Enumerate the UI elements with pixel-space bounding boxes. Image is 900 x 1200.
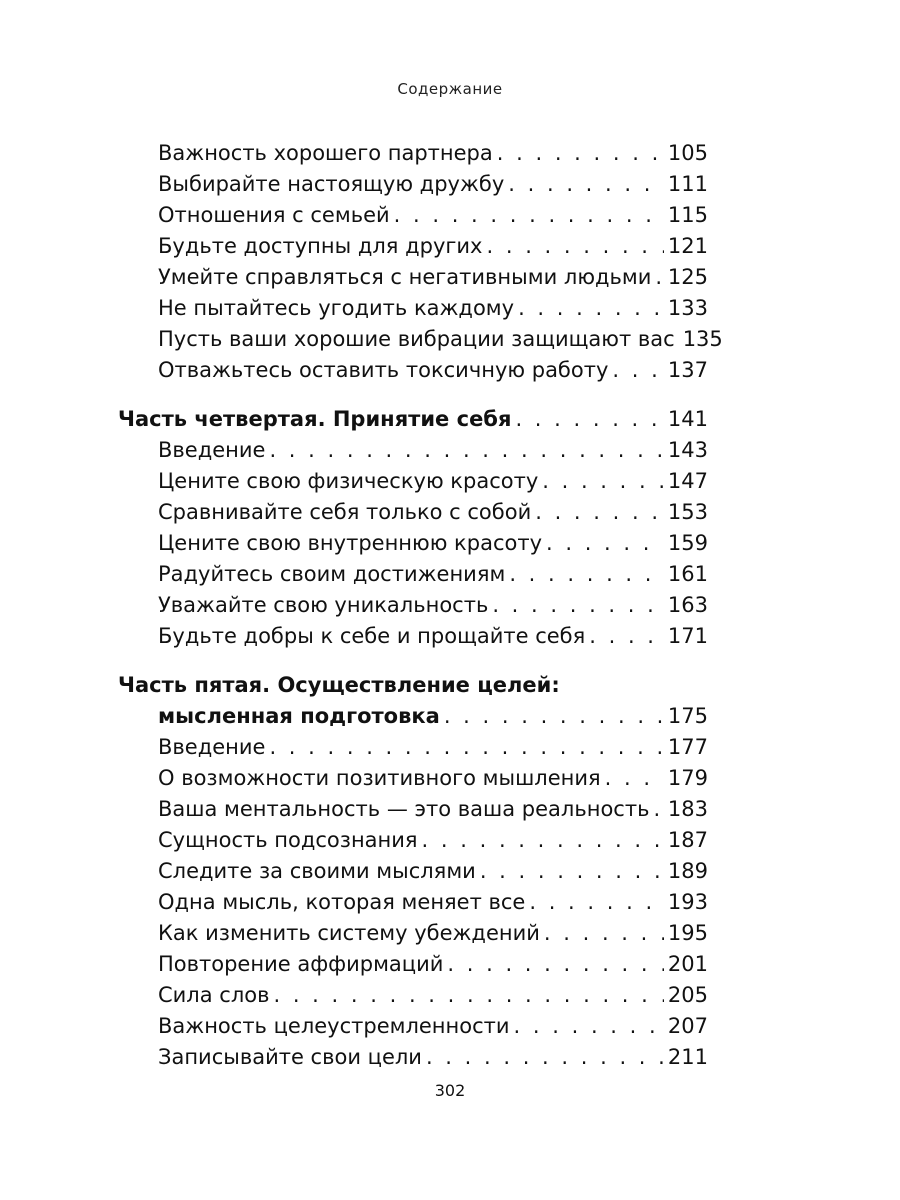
toc-entry-page: 177 [667,735,708,759]
toc-part-page: 175 [667,704,708,728]
section-gap [118,652,708,670]
leader-dots [655,262,664,293]
leader-dots [535,497,664,528]
toc-entry-page: 105 [667,141,708,165]
toc-entry-title: Будьте добры к себе и прощайте себя [158,624,586,648]
toc-entry-title: Отважьтесь оставить токсичную работу [158,358,609,382]
toc-entry-title: Отношения с семьей [158,203,390,227]
toc-entry-page: 153 [667,500,708,524]
toc-entry-title: Введение [158,438,266,462]
toc-entry-title: Как изменить систему убеждений [158,921,540,945]
toc-entry-title: Следите за своими мыслями [158,859,476,883]
toc-entry-title: Одна мысль, которая меняет все [158,890,526,914]
toc-entry[interactable] [118,1042,708,1073]
toc-entry[interactable] [118,138,708,169]
toc-entry-title: Введение [158,735,266,759]
toc-entry-title: Повторение аффирмаций [158,952,444,976]
toc-entry[interactable] [118,466,708,497]
toc-entry[interactable] [118,262,708,293]
leader-dots [444,701,664,732]
toc-entry-title: Цените свою внутреннюю красоту [158,531,542,555]
running-head: Содержание [397,80,503,98]
toc-entry-title: Будьте доступны для других [158,234,483,258]
toc-part-title: Часть пятая. Осуществление целей: [118,673,560,697]
toc-entry-page: 195 [667,921,708,945]
toc-entry[interactable] [118,497,708,528]
toc-entry-page: 133 [667,296,708,320]
toc-entry[interactable] [118,355,708,386]
toc-part-page: 141 [667,407,708,431]
toc-entry-page: 183 [667,797,708,821]
toc-entry-page: 171 [667,624,708,648]
toc-part-heading-cont[interactable] [118,701,708,732]
leader-dots [518,293,664,324]
leader-dots [480,856,664,887]
toc-entry[interactable] [118,559,708,590]
leader-dots [542,466,664,497]
table-of-contents [118,138,723,1073]
toc-entry-title: Записывайте свои цели [158,1045,422,1069]
page-number: 302 [434,1081,466,1100]
toc-entry[interactable] [118,169,708,200]
toc-part-title-cont: мысленная подготовка [158,704,440,728]
toc-entry-title: Пусть ваши хорошие вибрации защищают вас [158,327,675,351]
toc-entry[interactable] [118,732,708,763]
toc-entry[interactable] [118,324,723,355]
toc-entry[interactable] [118,887,708,918]
leader-dots [508,169,664,200]
leader-dots [589,621,664,652]
toc-entry-title: Важность хорошего партнера [158,141,493,165]
toc-entry-page: 161 [667,562,708,586]
toc-entry-page: 201 [667,952,708,976]
toc-entry-page: 179 [667,766,708,790]
toc-entry-page: 205 [667,983,708,1007]
toc-entry-title: О возможности позитивного мышления [158,766,601,790]
leader-dots [497,138,664,169]
leader-dots [487,231,664,262]
toc-entry-title: Радуйтесь своим достижениям [158,562,506,586]
toc-entry-page: 163 [667,593,708,617]
leader-dots [544,918,664,949]
toc-entry-title: Умейте справляться с негативными людьми [158,265,652,289]
leader-dots [653,794,663,825]
toc-entry-title: Важность целеустремленности [158,1014,510,1038]
toc-entry-title: Цените свою физическую красоту [158,469,539,493]
toc-entry[interactable] [118,200,708,231]
toc-entry-page: 125 [667,265,708,289]
toc-entry-title: Сила слов [158,983,270,1007]
toc-entry[interactable] [118,949,708,980]
leader-dots [509,559,664,590]
leader-dots [546,528,664,559]
leader-dots [605,763,664,794]
toc-entry[interactable] [118,980,708,1011]
toc-part-title: Часть четвертая. Принятие себя [118,407,512,431]
toc-entry[interactable] [118,1011,708,1042]
toc-entry[interactable] [118,856,708,887]
toc-entry-title: Сравнивайте себя только с собой [158,500,532,524]
toc-entry[interactable] [118,435,708,466]
toc-entry[interactable] [118,528,708,559]
toc-entry-title: Ваша ментальность — это ваша реальность [158,797,650,821]
toc-entry-title: Не пытайтесь угодить каждому [158,296,515,320]
toc-entry-title: Уважайте свою уникальность [158,593,489,617]
leader-dots [492,590,664,621]
section-gap [118,386,708,404]
leader-dots [529,887,664,918]
toc-entry[interactable] [118,763,708,794]
toc-entry-title: Выбирайте настоящую дружбу [158,172,505,196]
toc-entry-page: 111 [667,172,708,196]
toc-entry[interactable] [118,231,708,262]
leader-dots [447,949,664,980]
leader-dots [426,1042,664,1073]
toc-entry-page: 115 [667,203,708,227]
leader-dots [269,732,663,763]
leader-dots [269,435,663,466]
toc-entry[interactable] [118,794,708,825]
leader-dots [422,825,664,856]
toc-part-heading[interactable] [118,404,708,435]
toc-entry[interactable] [118,918,708,949]
toc-entry-page: 189 [667,859,708,883]
toc-entry-page: 121 [667,234,708,258]
leader-dots [514,1011,664,1042]
toc-entry-page: 211 [667,1045,708,1069]
toc-entry-title: Сущность подсознания [158,828,418,852]
leader-dots [612,355,664,386]
toc-entry-page: 147 [667,469,708,493]
toc-entry-page: 159 [667,531,708,555]
toc-entry-page: 187 [667,828,708,852]
toc-entry[interactable] [118,825,708,856]
toc-entry-page: 143 [667,438,708,462]
toc-entry[interactable] [118,293,708,324]
toc-entry-page: 207 [667,1014,708,1038]
toc-entry-page: 135 [682,327,723,351]
leader-dots [394,200,664,231]
toc-entry-page: 193 [667,890,708,914]
toc-entry[interactable] [118,621,708,652]
leader-dots [515,404,663,435]
toc-entry-page: 137 [667,358,708,382]
toc-part-heading[interactable] [118,670,708,701]
leader-dots [273,980,663,1011]
toc-entry[interactable] [118,590,708,621]
